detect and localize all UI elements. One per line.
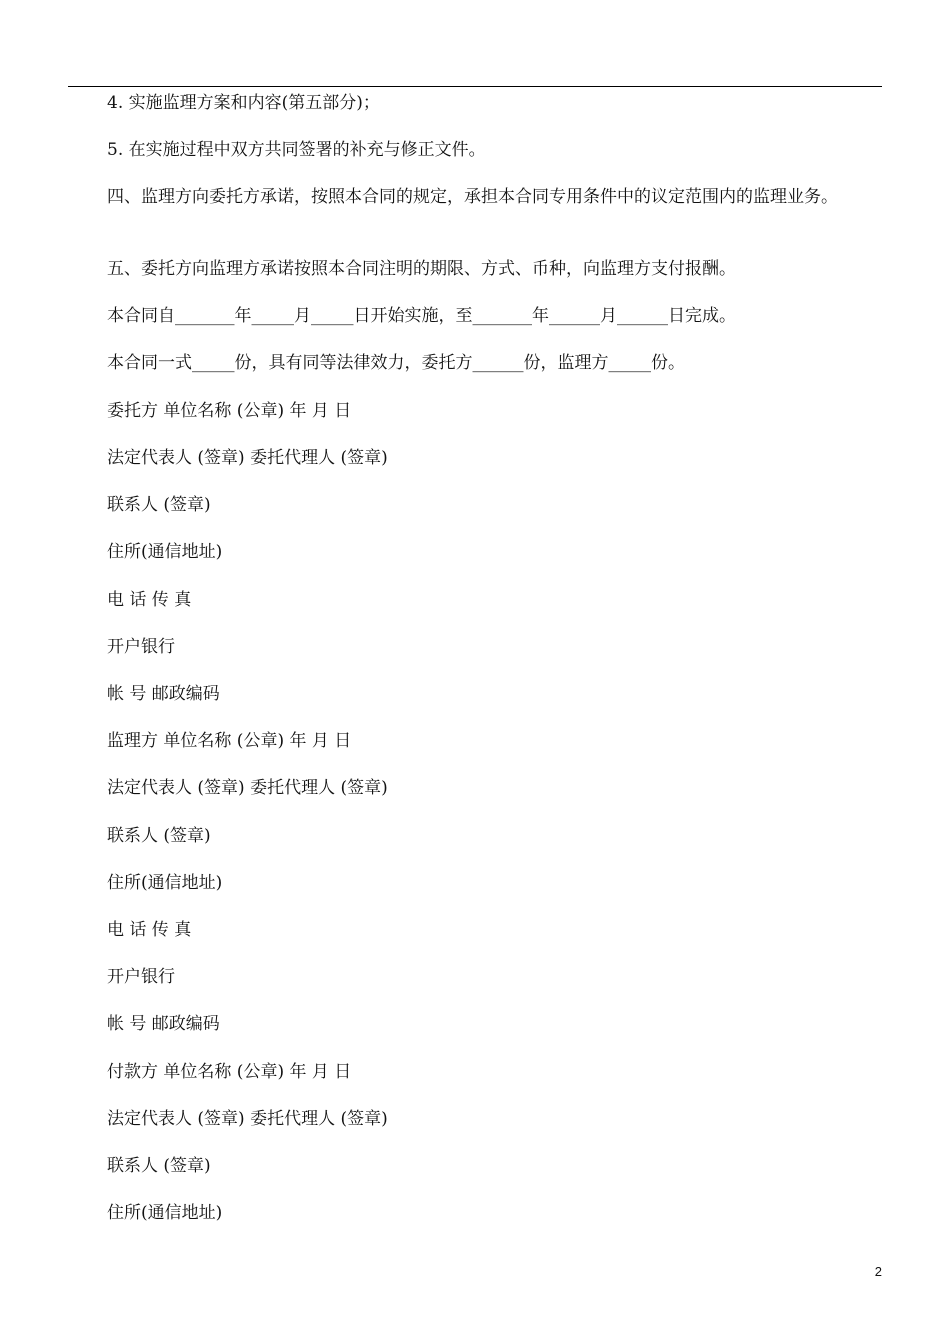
- page-number: 2: [874, 1264, 882, 1279]
- paragraph-copies: 本合同一式_____份，具有同等法律效力，委托方______份，监理方_____份。: [107, 353, 685, 373]
- payer-contact-line: 联系人 (签章): [107, 1156, 211, 1176]
- supervisor-representative-line: 法定代表人 (签章) 委托代理人 (签章): [107, 778, 388, 798]
- client-bank-line: 开户银行: [107, 637, 175, 657]
- supervisor-bank-line: 开户银行: [107, 967, 175, 987]
- client-representative-line: 法定代表人 (签章) 委托代理人 (签章): [107, 448, 388, 468]
- supervisor-address-line: 住所(通信地址): [107, 873, 223, 893]
- paragraph-article-4: 四、监理方向委托方承诺，按照本合同的规定，承担本合同专用条件中的议定范围内的监理业务。: [107, 187, 838, 207]
- supervisor-unit-name-line: 监理方 单位名称 (公章) 年 月 日: [107, 731, 352, 751]
- header-rule: [68, 86, 882, 87]
- supervisor-phone-fax-line: 电 话 传 真: [107, 920, 192, 940]
- client-unit-name-line: 委托方 单位名称 (公章) 年 月 日: [107, 401, 352, 421]
- paragraph-contract-term: 本合同自_______年_____月_____日开始实施，至_______年______月______日完成。: [107, 306, 736, 326]
- supervisor-account-postcode-line: 帐 号 邮政编码: [107, 1014, 220, 1034]
- paragraph-clause-5: 5. 在实施过程中双方共同签署的补充与修正文件。: [107, 140, 486, 160]
- client-contact-line: 联系人 (签章): [107, 495, 211, 515]
- payer-address-line: 住所(通信地址): [107, 1203, 223, 1223]
- client-address-line: 住所(通信地址): [107, 542, 223, 562]
- client-account-postcode-line: 帐 号 邮政编码: [107, 684, 220, 704]
- supervisor-contact-line: 联系人 (签章): [107, 826, 211, 846]
- payer-representative-line: 法定代表人 (签章) 委托代理人 (签章): [107, 1109, 388, 1129]
- paragraph-clause-4: 4. 实施监理方案和内容(第五部分)；: [107, 93, 380, 113]
- payer-unit-name-line: 付款方 单位名称 (公章) 年 月 日: [107, 1062, 352, 1082]
- paragraph-article-5: 五、委托方向监理方承诺按照本合同注明的期限、方式、币种，向监理方支付报酬。: [107, 259, 736, 279]
- client-phone-fax-line: 电 话 传 真: [107, 590, 192, 610]
